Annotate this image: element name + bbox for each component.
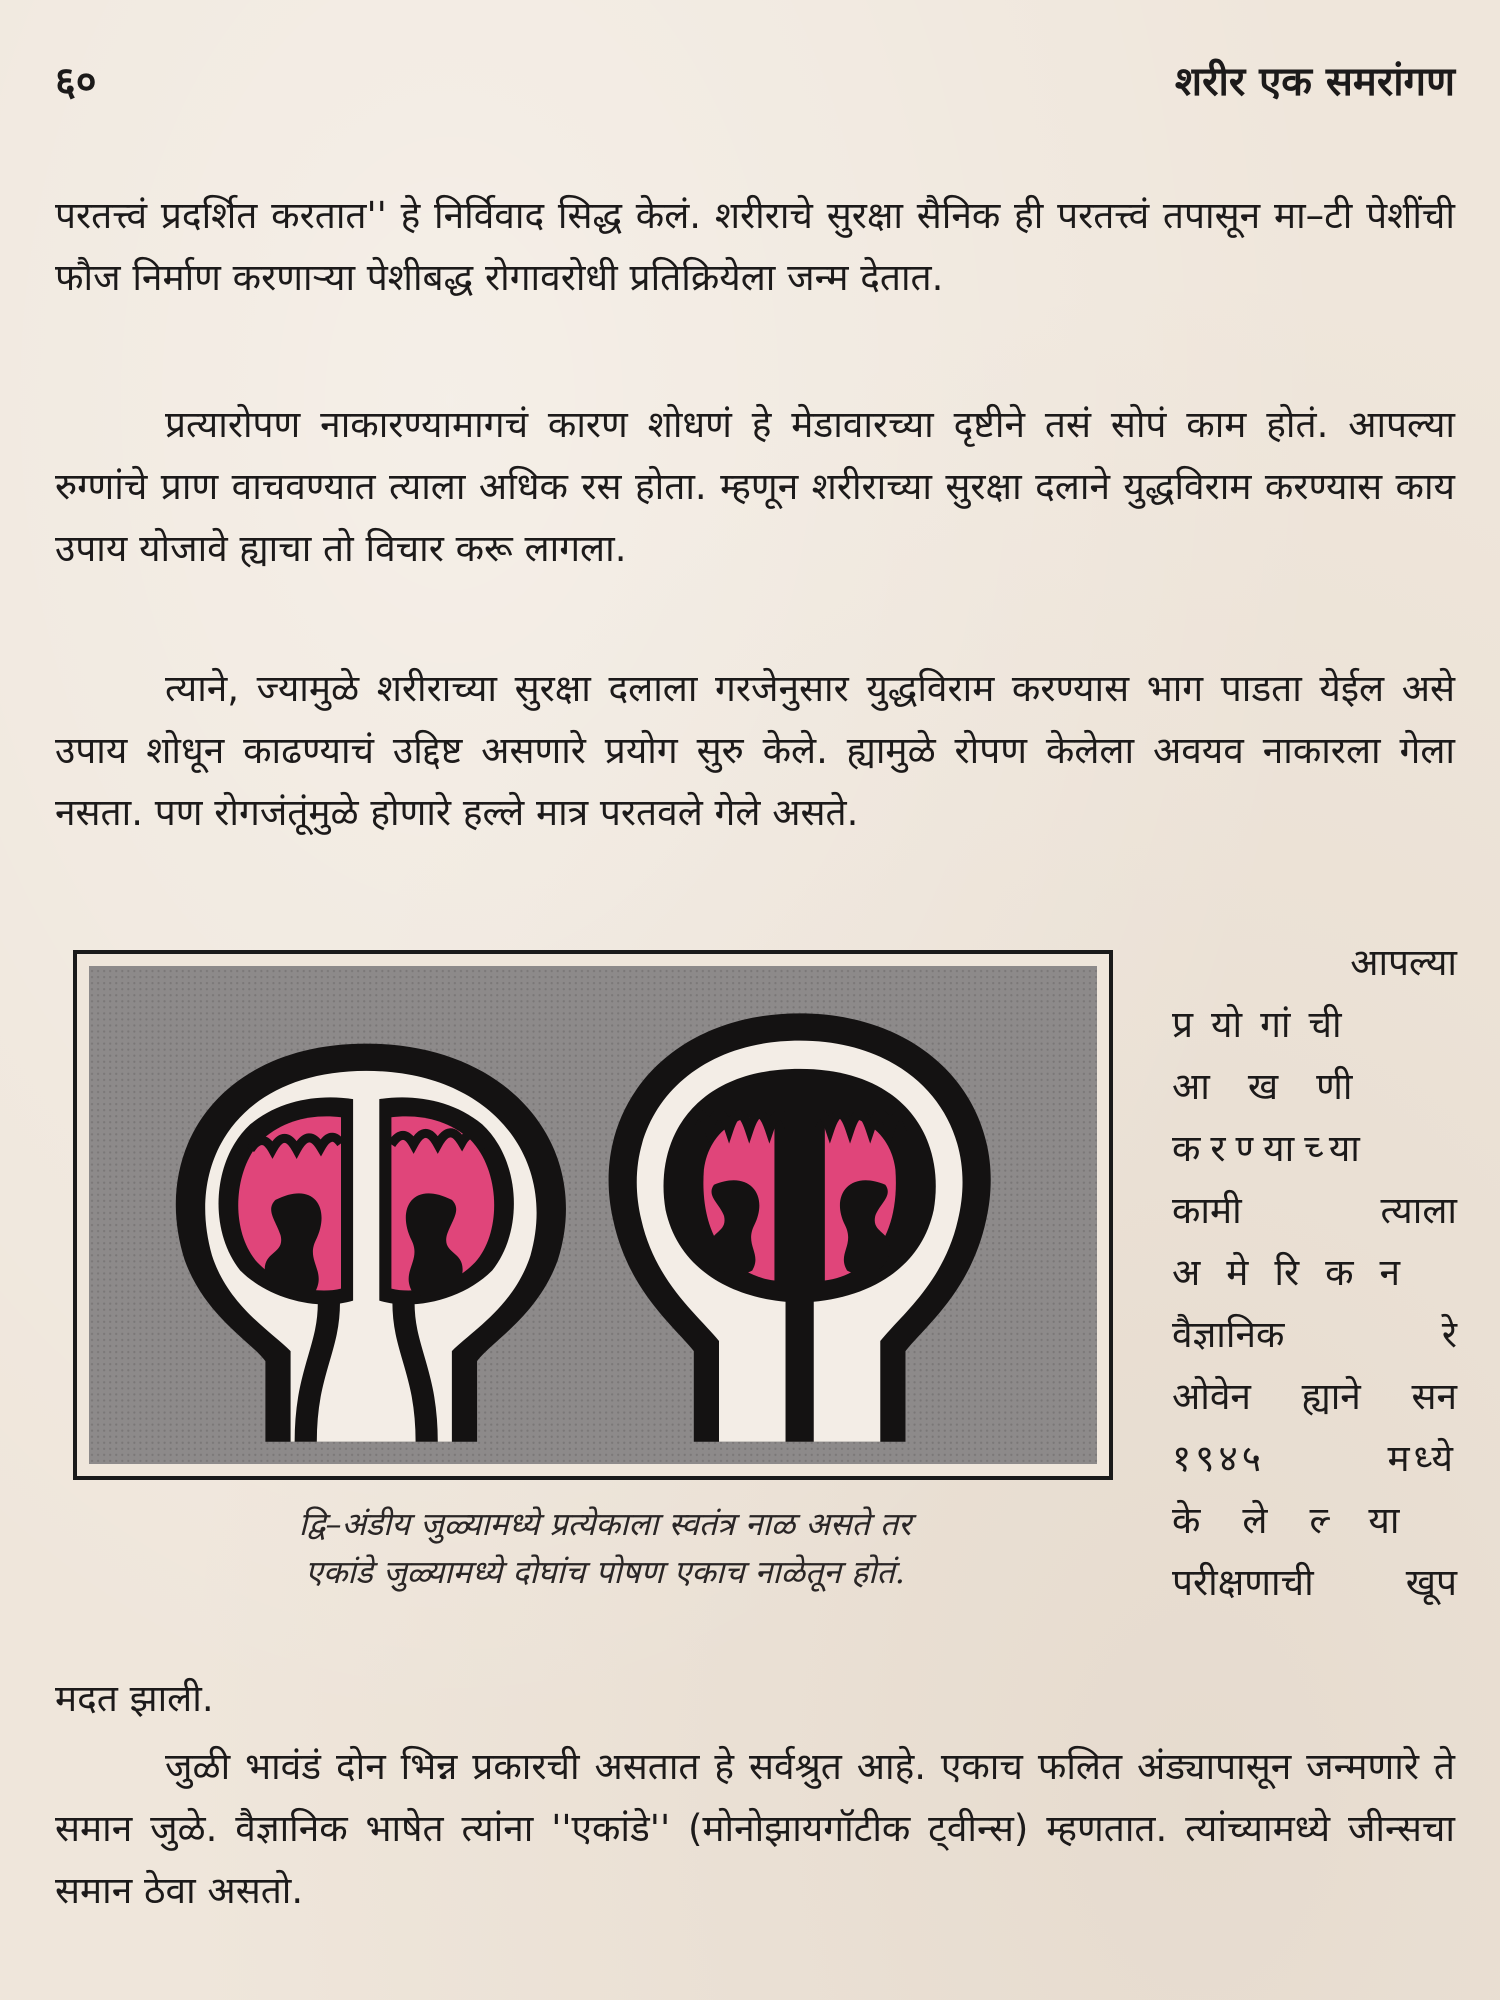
paragraph-1 bbox=[55, 185, 1455, 309]
side-line: प्रयोगांची bbox=[1172, 1003, 1360, 1046]
side-line: अमेरिकन bbox=[1172, 1251, 1427, 1294]
caption-line-1: द्वि–अंडीय जुळ्यामध्ये प्रत्येकाला स्वतंत्र नाळ असते तर bbox=[298, 1505, 912, 1543]
side-line: आखणी bbox=[1172, 1065, 1391, 1108]
paragraph-text: जुळी भावंडं दोन भिन्न प्रकारची असतात हे सर्वश्रुत आहे. एकाच फलित अंड्यापासून जन्मणारे ते समान जुळे. वैज्ञानिक भाषेत त्यांना ''एकांडे'' (मोनोझायगॉटीक ट्वीन्स) म्हणतात. त्यांच्यामध्ये जीन्सचा समान ठेवा असतो. bbox=[55, 1745, 1455, 1912]
side-line: १९४५ मध्ये bbox=[1172, 1437, 1457, 1480]
paragraph-4-continuation bbox=[55, 1668, 1455, 1730]
page-header bbox=[55, 52, 1455, 112]
paragraph-text: मदत झाली. bbox=[55, 1677, 214, 1720]
caption-line-2: एकांडे जुळ्यामध्ये दोघांच पोषण एकाच नाळेतून होतं. bbox=[305, 1553, 905, 1591]
twins-figure bbox=[73, 950, 1113, 1480]
page-number: ६० bbox=[55, 59, 97, 105]
running-title: शरीर एक समरांगण bbox=[1174, 59, 1455, 105]
paragraph-2 bbox=[55, 394, 1455, 580]
figure-background bbox=[89, 966, 1097, 1464]
figure-caption bbox=[95, 1500, 1115, 1596]
side-text-column bbox=[1172, 932, 1457, 1614]
twins-illustration bbox=[89, 966, 1097, 1464]
paragraph-text: परतत्त्वं प्रदर्शित करतात'' हे निर्विवाद सिद्ध केलं. शरीराचे सुरक्षा सैनिक ही परतत्त्वं तपासून मा–टी पेशींची फौज निर्माण करणाऱ्या पेशीबद्ध रोगावरोधी प्रतिक्रियेला जन्म देतात. bbox=[55, 194, 1455, 299]
paragraph-text: प्रत्यारोपण नाकारण्यामागचं कारण शोधणं हे मेडावारच्या दृष्टीने तसं सोपं काम होतं. आपल्या रुग्णांचे प्राण वाचवण्यात त्याला अधिक रस होता. म्हणून शरीराच्या सुरक्षा दलाने युद्धविराम करण्यास काय उपाय योजावे ह्याचा तो विचार करू लागला. bbox=[55, 403, 1455, 570]
side-line: परीक्षणाची खूप bbox=[1172, 1561, 1457, 1604]
paragraph-text: त्याने, ज्यामुळे शरीराच्या सुरक्षा दलाला गरजेनुसार युद्धविराम करण्यास भाग पाडता येईल असे उपाय शोधून काढण्याचं उद्दिष्ट असणारे प्रयोग सुरु केले. ह्यामुळे रोपण केलेला अवयव नाकारला गेला नसता. पण रोगजंतूंमुळे होणारे हल्ले मात्र परतवले गेले असते. bbox=[55, 667, 1455, 834]
side-line: करण्याच्या bbox=[1172, 1127, 1370, 1170]
side-line: कामी त्याला bbox=[1172, 1189, 1457, 1232]
paragraph-5 bbox=[55, 1736, 1455, 1922]
side-line: केलेल्या bbox=[1172, 1499, 1442, 1542]
side-line: आपल्या bbox=[1350, 941, 1457, 984]
side-line: ओवेन ह्याने सन bbox=[1172, 1375, 1457, 1418]
paragraph-3 bbox=[55, 658, 1455, 844]
side-line: वैज्ञानिक रे bbox=[1172, 1313, 1457, 1356]
